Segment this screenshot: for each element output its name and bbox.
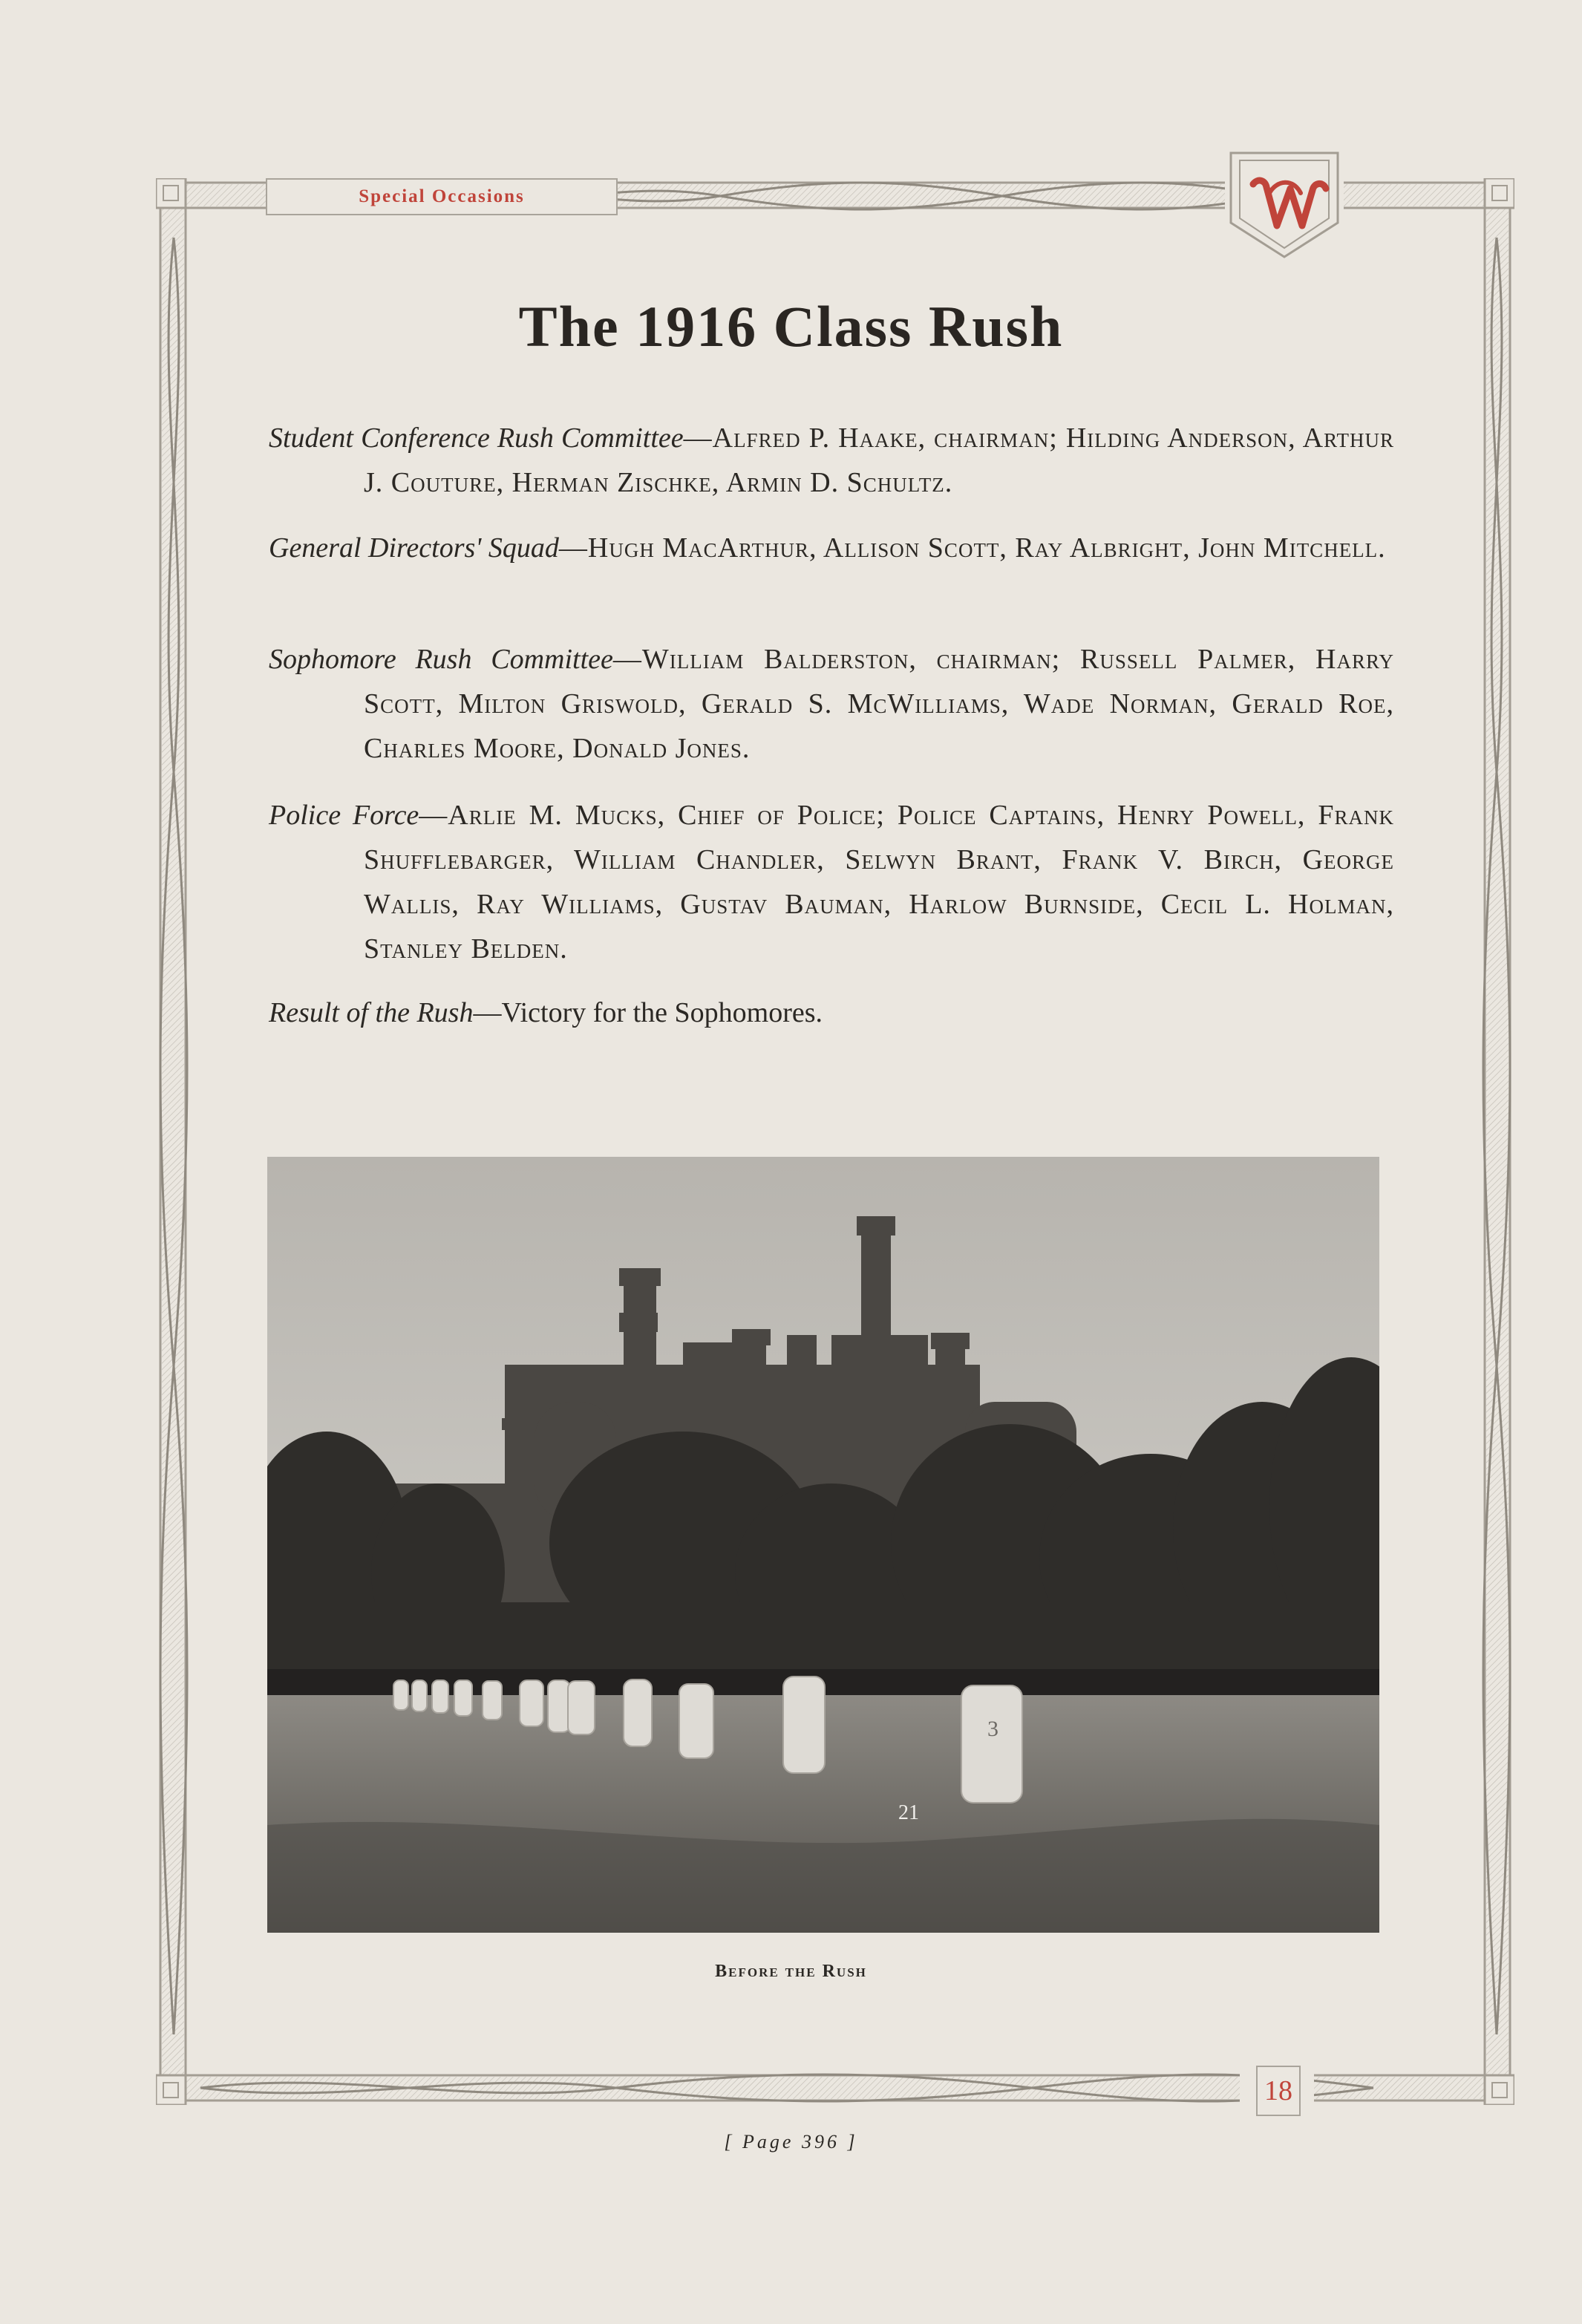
entry-directors-squad bbox=[269, 526, 1394, 570]
w-monogram-icon bbox=[1225, 148, 1344, 260]
entry-label: Result of the Rush bbox=[269, 997, 474, 1028]
entry-text: —William Balderston, chairman; Russell Palmer, Harry Scott, Milton Griswold, Gerald S. McWilliams, Wade Norman, Gerald Roe, Charles Moore, Donald Jones. bbox=[364, 644, 1395, 764]
entry-label: General Directors' Squad bbox=[269, 532, 559, 564]
entry-police-force bbox=[269, 793, 1394, 971]
entry-rush-committee bbox=[269, 416, 1394, 505]
entry-label: Sophomore Rush Committee bbox=[269, 644, 613, 675]
marker-number-3: 3 bbox=[987, 1717, 998, 1741]
page-folio: [ Page 396 ] bbox=[724, 2131, 858, 2152]
page-number: 18 bbox=[1256, 2066, 1301, 2116]
page-number-badge bbox=[1240, 2058, 1314, 2125]
entry-sophomore-committee bbox=[269, 637, 1394, 771]
entry-text: —Arlie M. Mucks, Chief of Police; Police Captains, Henry Powell, Frank Shufflebarger, William Chandler, Selwyn Brant, Frank V. Birch, George Wallis, Ray Williams, Gustav Bauman, Harlow Burnside, Cecil L. Holman, Stanley Belden. bbox=[364, 800, 1394, 964]
entry-result bbox=[269, 990, 1394, 1035]
section-label: Special Occasions bbox=[266, 178, 618, 215]
entry-text: —Alfred P. Haake, chairman; Hilding Anderson, Arthur J. Couture, Herman Zischke, Armin D. Schultz. bbox=[364, 422, 1394, 498]
page-title: The 1916 Class Rush bbox=[518, 294, 1064, 359]
entry-label: Police Force bbox=[269, 800, 419, 831]
monogram-emblem bbox=[1225, 148, 1344, 260]
photo-caption: Before the Rush bbox=[715, 1962, 867, 1981]
entry-text: —Victory for the Sophomores. bbox=[473, 997, 823, 1028]
armory-photograph bbox=[267, 1157, 1379, 1933]
marker-number-21: 21 bbox=[898, 1801, 919, 1824]
entry-label: Student Conference Rush Committee bbox=[269, 422, 684, 454]
entry-text: —Hugh MacArthur, Allison Scott, Ray Albright, John Mitchell. bbox=[558, 532, 1386, 564]
